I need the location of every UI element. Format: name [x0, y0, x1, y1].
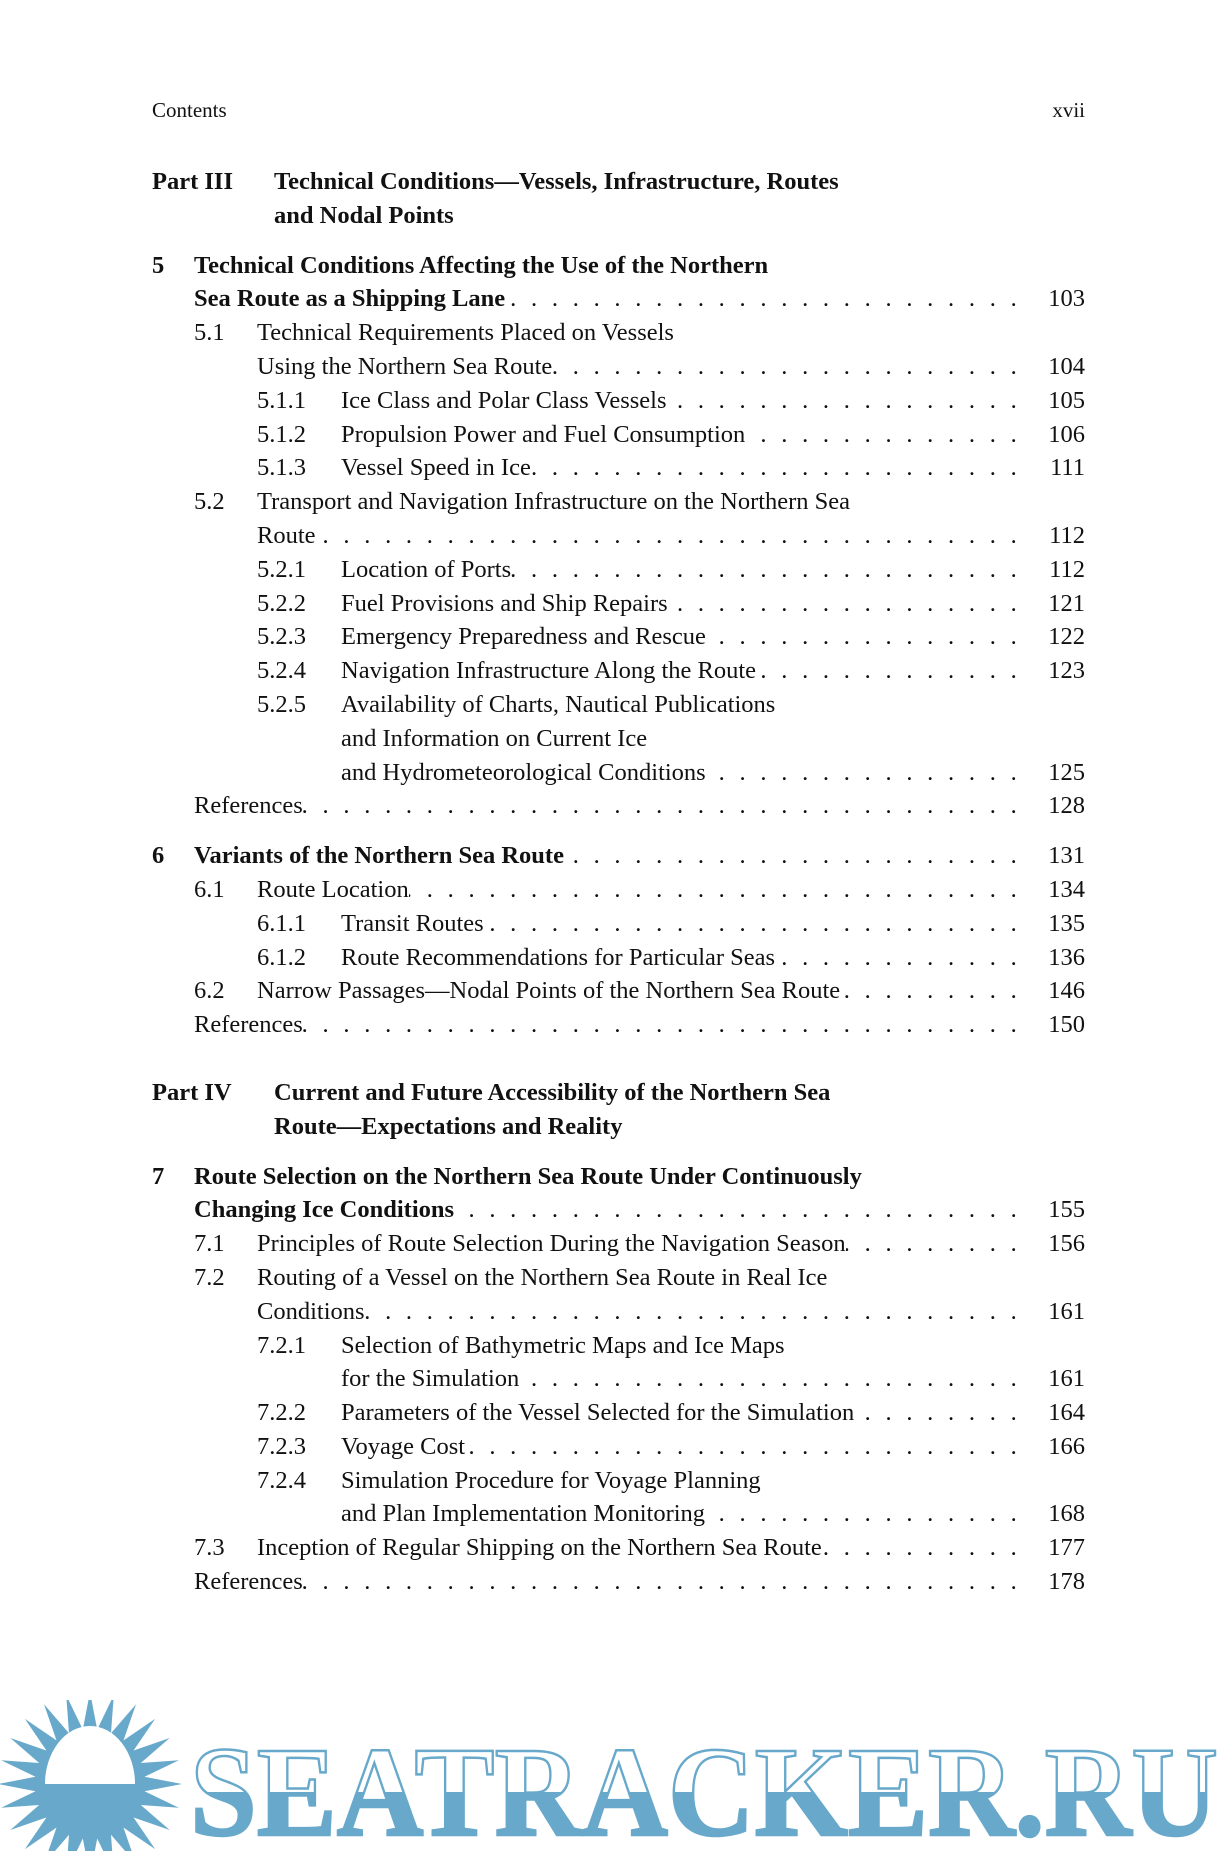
page-number: 128	[1048, 792, 1085, 820]
entry-number: 6.1.2	[257, 943, 306, 971]
entry-title-line: Voyage Cost	[341, 1432, 466, 1460]
page-number: 161	[1048, 1365, 1085, 1393]
toc-entry-subsection[interactable]	[152, 1396, 1085, 1430]
entry-number: 7.2.1	[257, 1331, 306, 1359]
page-number: 112	[1049, 521, 1085, 549]
toc-entry-subsection[interactable]	[152, 941, 1085, 975]
entry-title-line: and Nodal Points	[274, 201, 454, 229]
entry-number: 7.2	[194, 1263, 225, 1291]
dot-leader	[303, 789, 1037, 823]
toc-entry-section[interactable]	[152, 1227, 1085, 1261]
page-number: 125	[1048, 758, 1085, 786]
seatracker-watermark-logo	[0, 1700, 1221, 1851]
running-header-page-number: xvii	[1052, 98, 1085, 122]
dot-leader	[303, 1008, 1037, 1042]
entry-number: 5.2.2	[257, 589, 306, 617]
running-header	[152, 98, 1085, 123]
entry-title-line: Simulation Procedure for Voyage Planning	[341, 1466, 761, 1494]
entry-title-line: Route	[257, 521, 316, 549]
dot-leader	[409, 873, 1037, 907]
entry-title-line: Route Selection on the Northern Sea Route Under Continuously	[194, 1162, 862, 1190]
sun-icon	[0, 1700, 182, 1851]
page-number: 155	[1048, 1196, 1085, 1224]
entry-title-line: Technical Conditions Affecting the Use of the Northern	[194, 251, 769, 279]
page-number: 166	[1048, 1432, 1085, 1460]
entry-title-line: Inception of Regular Shipping on the Northern Sea Route	[257, 1534, 822, 1562]
dot-leader	[316, 519, 1037, 553]
entry-title-line: Navigation Infrastructure Along the Route	[341, 657, 757, 685]
page-number: 112	[1049, 555, 1085, 583]
toc-entry-subsection[interactable]	[152, 587, 1085, 621]
entry-number: 5.1	[194, 319, 225, 347]
entry-title-line: and Information on Current Ice	[341, 724, 648, 752]
page-number: 134	[1048, 875, 1085, 903]
entry-title-line: References	[194, 1568, 303, 1596]
page-number: 103	[1048, 285, 1085, 313]
entry-title-line: Emergency Preparedness and Rescue	[341, 623, 706, 651]
entry-title-line: Route Recommendations for Particular Seas	[341, 943, 776, 971]
entry-number: 7.3	[194, 1534, 225, 1562]
entry-title-line: References	[194, 1011, 303, 1039]
toc-entry-part[interactable]	[152, 1076, 1085, 1144]
entry-title-line: Conditions	[257, 1297, 365, 1325]
entry-number: 6.1	[194, 875, 225, 903]
dot-leader	[667, 384, 1038, 418]
dot-leader	[745, 418, 1037, 452]
page-number: 136	[1048, 943, 1085, 971]
dot-leader	[465, 1430, 1037, 1464]
dot-leader	[705, 1497, 1037, 1531]
toc-entry-subsection[interactable]	[152, 418, 1085, 452]
toc-entry-section[interactable]	[152, 316, 1085, 384]
entry-number: 5.2	[194, 488, 225, 516]
page-number: 150	[1048, 1011, 1085, 1039]
entry-title-line: Principles of Route Selection During the Navigation Season	[257, 1230, 846, 1258]
entry-title-line: Variants of the Northern Sea Route	[194, 842, 564, 870]
entry-number: 6	[152, 842, 165, 870]
toc-entry-subsection[interactable]	[152, 1329, 1085, 1397]
page-number: 168	[1048, 1500, 1085, 1528]
running-header-title: Contents	[152, 98, 227, 122]
entry-title-line: Ice Class and Polar Class Vessels	[341, 386, 667, 414]
page-number: 178	[1048, 1568, 1085, 1596]
dot-leader	[668, 587, 1037, 621]
entry-title-line: Sea Route as a Shipping Lane	[194, 285, 506, 313]
toc-entry-chapter[interactable]	[152, 249, 1085, 317]
dot-leader	[552, 350, 1037, 384]
toc-entry-section[interactable]	[152, 873, 1085, 907]
entry-title-line: Technical Conditions—Vessels, Infrastructure, Routes	[274, 168, 839, 195]
entry-number: Part III	[152, 168, 233, 195]
toc-entry-section[interactable]	[152, 974, 1085, 1008]
page-number: 104	[1048, 352, 1085, 380]
entry-number: 7.2.4	[257, 1466, 306, 1494]
entry-number: 5.2.3	[257, 623, 306, 651]
entry-number: 5.1.1	[257, 386, 306, 414]
toc-entry-refs[interactable]	[152, 789, 1085, 823]
dot-leader	[484, 907, 1037, 941]
toc-entry-section[interactable]	[152, 1531, 1085, 1565]
entry-title-line: Parameters of the Vessel Selected for the Simulation	[341, 1399, 855, 1427]
entry-number: 7.1	[194, 1230, 225, 1258]
entry-title-line: Route—Expectations and Reality	[274, 1112, 623, 1140]
entry-number: 6.1.1	[257, 909, 306, 937]
entry-number: 5.2.5	[257, 690, 306, 718]
dot-leader	[511, 553, 1037, 587]
entry-number: 5.2.1	[257, 555, 306, 583]
dot-leader	[706, 756, 1037, 790]
toc-entry-section[interactable]	[152, 485, 1085, 553]
dot-leader	[531, 451, 1037, 485]
page-number: 161	[1048, 1297, 1085, 1325]
toc-entry-subsection[interactable]	[152, 451, 1085, 485]
page-number: 146	[1048, 977, 1085, 1005]
page-number: 111	[1050, 454, 1085, 482]
entry-title-line: Vessel Speed in Ice	[341, 454, 531, 482]
entry-number: 5.2.4	[257, 657, 306, 685]
entry-number: 7.2.3	[257, 1432, 306, 1460]
entry-title-line: Technical Requirements Placed on Vessels	[257, 319, 674, 347]
page-number: 122	[1048, 623, 1085, 651]
toc-entry-subsection[interactable]	[152, 1430, 1085, 1464]
entry-number: 7.2.2	[257, 1399, 306, 1427]
toc-entry-subsection[interactable]	[152, 688, 1085, 789]
toc-entry-chapter[interactable]	[152, 839, 1085, 873]
toc-entry-subsection[interactable]	[152, 620, 1085, 654]
dot-leader	[519, 1362, 1037, 1396]
toc-entry-section[interactable]	[152, 1261, 1085, 1329]
dot-leader	[564, 839, 1037, 873]
dot-leader	[775, 941, 1037, 975]
page-number: 156	[1048, 1230, 1085, 1258]
entry-title-line: for the Simulation	[341, 1365, 520, 1393]
entry-title-line: References	[194, 792, 303, 820]
page-number: 135	[1048, 909, 1085, 937]
entry-title-line: Changing Ice Conditions	[194, 1196, 455, 1224]
entry-title-line: Fuel Provisions and Ship Repairs	[341, 589, 668, 617]
toc-entry-subsection[interactable]	[152, 654, 1085, 688]
page-number: 121	[1048, 589, 1085, 617]
dot-leader	[365, 1295, 1037, 1329]
toc-entry-subsection[interactable]	[152, 553, 1085, 587]
page-number: 123	[1048, 657, 1085, 685]
dot-leader	[706, 620, 1037, 654]
page-number: 164	[1048, 1399, 1085, 1427]
watermark-text: SEATRACKER.RU	[190, 1721, 1218, 1851]
entry-title-line: Route Location	[257, 875, 409, 903]
dot-leader	[854, 1396, 1037, 1430]
entry-title-line: and Plan Implementation Monitoring	[341, 1500, 706, 1528]
entry-number: 5.1.3	[257, 454, 306, 482]
dot-leader	[454, 1193, 1037, 1227]
toc-entry-subsection[interactable]	[152, 384, 1085, 418]
entry-title-line: Using the Northern Sea Route	[257, 352, 553, 380]
page-number: 177	[1048, 1534, 1085, 1562]
toc-entry-subsection[interactable]	[152, 907, 1085, 941]
entry-number: 5	[152, 251, 165, 279]
toc-entry-chapter[interactable]	[152, 1160, 1085, 1228]
toc-entry-refs[interactable]	[152, 1565, 1085, 1599]
dot-leader	[846, 1227, 1037, 1261]
entry-number: Part IV	[152, 1078, 232, 1106]
dot-leader	[822, 1531, 1037, 1565]
entry-title-line: Current and Future Accessibility of the Northern Sea	[274, 1078, 831, 1106]
entry-title-line: Location of Ports	[341, 555, 512, 583]
entry-number: 6.2	[194, 977, 225, 1005]
entry-number: 5.1.2	[257, 420, 306, 448]
entry-number: 7	[152, 1162, 165, 1190]
entry-title-line: Transport and Navigation Infrastructure on the Northern Sea	[257, 488, 851, 516]
dot-leader	[303, 1565, 1037, 1599]
entry-title-line: and Hydrometeorological Conditions	[341, 758, 706, 786]
toc-entry-subsection[interactable]	[152, 1464, 1085, 1532]
page-number: 105	[1048, 386, 1085, 414]
page-number: 106	[1048, 420, 1085, 448]
dot-leader	[840, 974, 1037, 1008]
dot-leader	[505, 282, 1037, 316]
toc-entry-refs[interactable]	[152, 1008, 1085, 1042]
entry-title-line: Narrow Passages—Nodal Points of the Northern Sea Route	[257, 977, 841, 1005]
entry-title-line: Availability of Charts, Nautical Publications	[341, 690, 776, 718]
entry-title-line: Propulsion Power and Fuel Consumption	[341, 420, 746, 448]
dot-leader	[756, 654, 1037, 688]
entry-title-line: Routing of a Vessel on the Northern Sea Route in Real Ice	[257, 1263, 828, 1291]
page-number: 131	[1048, 842, 1085, 870]
entry-title-line: Selection of Bathymetric Maps and Ice Maps	[341, 1331, 785, 1359]
entry-title-line: Transit Routes	[341, 909, 484, 937]
table-of-contents	[152, 165, 1085, 1599]
toc-entry-part[interactable]	[152, 165, 1085, 233]
